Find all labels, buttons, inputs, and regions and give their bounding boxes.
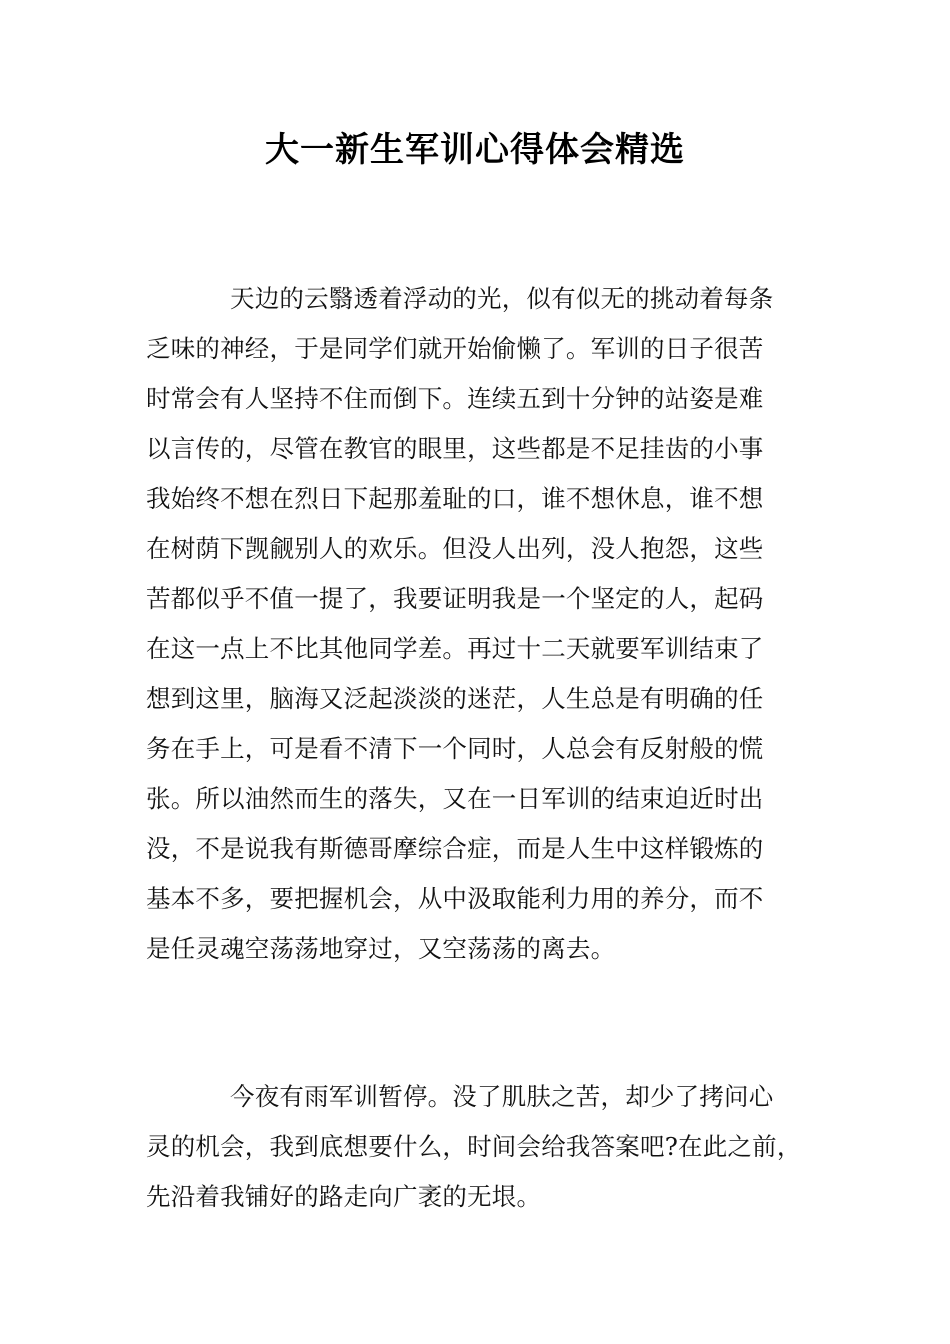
paragraph-line: 想到这里，脑海又泛起淡淡的迷茫，人生总是有明确的任	[146, 684, 764, 713]
document-title: 大一新生军训心得体会精选	[265, 130, 685, 170]
paragraph-line: 天边的云翳透着浮动的光，似有似无的挑动着每条	[230, 284, 774, 313]
paragraph-line: 务在手上，可是看不清下一个同时，人总会有反射般的慌	[146, 734, 764, 763]
paragraph-line: 没，不是说我有斯德哥摩综合症，而是人生中这样锻炼的	[146, 834, 764, 863]
paragraph-line: 我始终不想在烈日下起那羞耻的口，谁不想休息，谁不想	[146, 484, 764, 513]
paragraph-line: 以言传的，尽管在教官的眼里，这些都是不足挂齿的小事	[146, 434, 764, 463]
paragraph-line: 苦都似乎不值一提了，我要证明我是一个坚定的人，起码	[146, 584, 764, 613]
paragraph-line: 先沿着我铺好的路走向广袤的无垠。	[146, 1182, 542, 1211]
paragraph-line: 时常会有人坚持不住而倒下。连续五到十分钟的站姿是难	[146, 384, 764, 413]
paragraph-line: 在这一点上不比其他同学差。再过十二天就要军训结束了	[146, 634, 764, 663]
paragraph-line: 今夜有雨军训暂停。没了肌肤之苦，却少了拷问心	[230, 1082, 774, 1111]
paragraph-line: 基本不多，要把握机会，从中汲取能利力用的养分，而不	[146, 884, 764, 913]
paragraph-line: 张。所以油然而生的落失，又在一日军训的结束迫近时出	[146, 784, 764, 813]
paragraph-line: 是任灵魂空荡荡地穿过，又空荡荡的离去。	[146, 934, 616, 963]
paragraph-line: 灵的机会，我到底想要什么，时间会给我答案吧?在此之前，	[146, 1132, 802, 1161]
paragraph-line: 在树荫下觊觎别人的欢乐。但没人出列，没人抱怨，这些	[146, 534, 764, 563]
paragraph-line: 乏味的神经，于是同学们就开始偷懒了。军训的日子很苦	[146, 334, 764, 363]
